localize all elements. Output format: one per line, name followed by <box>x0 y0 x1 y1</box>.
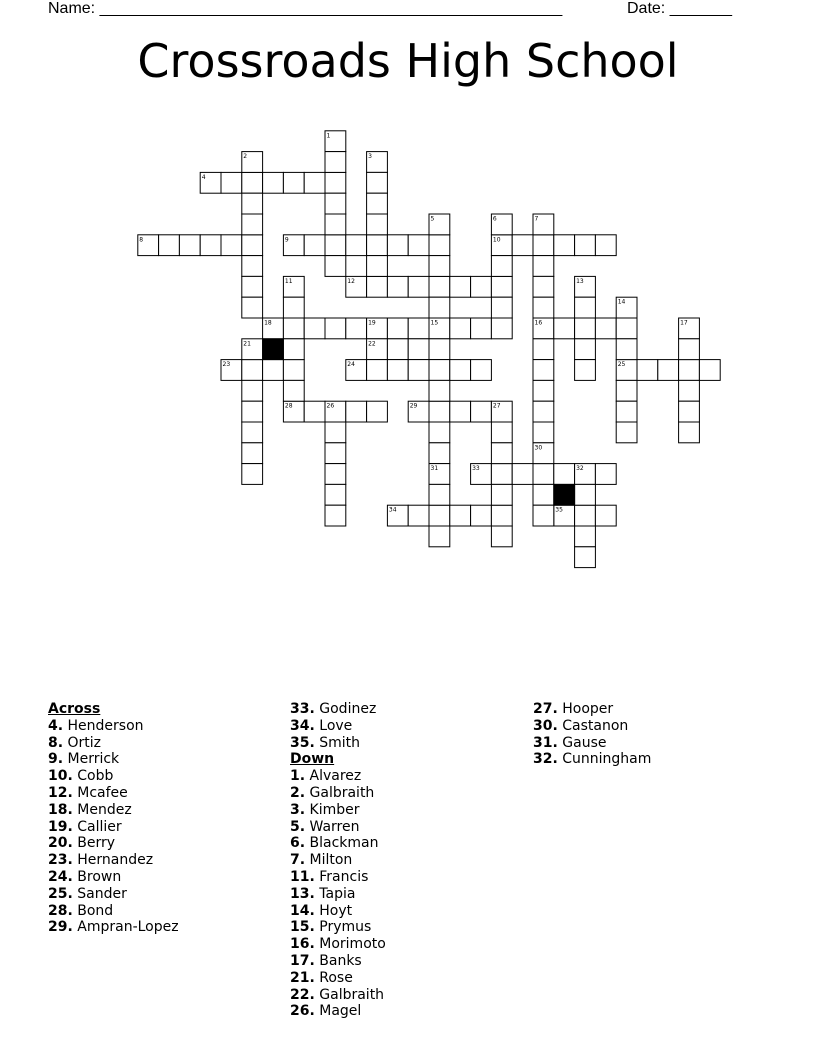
grid-cell[interactable] <box>429 297 450 318</box>
clue-number: 8 <box>139 236 144 244</box>
clue-item <box>48 903 179 920</box>
grid-cell[interactable] <box>491 318 512 339</box>
grid-cell[interactable] <box>512 464 533 485</box>
clue-item <box>48 835 179 852</box>
clue-num: 18. <box>48 801 73 818</box>
grid-cell[interactable] <box>242 276 263 297</box>
clue-number: 12 <box>347 277 355 285</box>
clue-number: 26 <box>326 402 335 410</box>
clue-num: 9. <box>48 751 64 768</box>
clue-number: 27 <box>492 402 501 410</box>
grid-cell[interactable] <box>367 401 388 422</box>
clue-text: Castanon <box>557 717 629 734</box>
clue-num: 4. <box>48 717 64 734</box>
across-heading: Across <box>48 701 101 717</box>
name-line: ____________________________________________________ <box>99 0 563 17</box>
clue-num: 21. <box>290 969 315 986</box>
clue-text: Cobb <box>72 768 114 785</box>
clue-number: 9 <box>284 236 289 244</box>
clue-number: 15 <box>430 319 439 327</box>
grid-cell[interactable] <box>533 505 554 526</box>
clue-number: 22 <box>368 340 376 348</box>
clue-item <box>290 852 386 869</box>
grid-cell[interactable] <box>325 193 346 214</box>
grid-cell[interactable] <box>595 505 616 526</box>
clue-number: 21 <box>243 340 251 348</box>
clue-number: 6 <box>492 215 497 223</box>
grid-cell[interactable] <box>512 235 533 256</box>
clue-text: Morimoto <box>314 936 386 953</box>
grid-cell[interactable] <box>346 401 367 422</box>
clue-item <box>290 735 386 752</box>
clue-text: Brown <box>72 868 122 885</box>
clue-number: 32 <box>576 465 584 473</box>
grid-cell[interactable] <box>533 360 554 381</box>
clue-item <box>533 701 651 718</box>
grid-cell[interactable] <box>450 360 471 381</box>
clue-item <box>290 802 386 819</box>
grid-cell[interactable] <box>616 339 637 360</box>
clue-item <box>290 718 386 735</box>
clue-item <box>290 903 386 920</box>
grid-cell[interactable] <box>575 526 596 547</box>
grid-cell[interactable] <box>367 193 388 214</box>
clue-number: 14 <box>617 298 626 306</box>
clue-num: 11. <box>290 868 315 885</box>
clue-text: Ampran-Lopez <box>72 919 179 936</box>
grid-cell[interactable] <box>346 318 367 339</box>
grid-cell[interactable] <box>325 464 346 485</box>
clue-text: Mcafee <box>72 784 128 801</box>
clue-text: Prymus <box>314 919 372 936</box>
clue-item <box>48 751 179 768</box>
grid-cell[interactable] <box>429 484 450 505</box>
clue-text: Merrick <box>63 751 120 768</box>
clue-item <box>290 936 386 953</box>
grid-cell[interactable] <box>408 505 429 526</box>
grid-cell[interactable] <box>221 235 242 256</box>
grid-cell[interactable] <box>491 484 512 505</box>
grid-cell[interactable] <box>387 235 408 256</box>
grid-cell[interactable] <box>429 505 450 526</box>
grid-cell[interactable] <box>304 235 325 256</box>
grid-cell[interactable] <box>325 484 346 505</box>
clue-num: 22. <box>290 986 315 1003</box>
clue-num: 16. <box>290 936 315 953</box>
grid-cell[interactable] <box>595 235 616 256</box>
clue-num: 19. <box>48 818 73 835</box>
clue-number: 10 <box>492 236 501 244</box>
clue-item <box>48 802 179 819</box>
name-label: Name: <box>48 0 96 17</box>
clue-number: 4 <box>201 173 206 181</box>
clue-item <box>290 701 386 718</box>
grid-cell[interactable] <box>387 276 408 297</box>
down-heading: Down <box>290 751 335 768</box>
grid-cell[interactable] <box>242 235 263 256</box>
clue-text: Sander <box>72 885 127 902</box>
clue-text: Berry <box>72 835 116 852</box>
clue-num: 10. <box>48 768 73 785</box>
grid-cell[interactable] <box>575 339 596 360</box>
clue-text: Smith <box>314 734 361 751</box>
clue-item <box>48 869 179 886</box>
clue-item <box>290 970 386 987</box>
grid-cell[interactable] <box>554 318 575 339</box>
grid-cell[interactable] <box>408 276 429 297</box>
clue-item <box>533 735 651 752</box>
grid-cell[interactable] <box>283 380 304 401</box>
clue-number: 7 <box>534 215 539 223</box>
clue-item <box>290 819 386 836</box>
grid-cell[interactable] <box>304 172 325 193</box>
clue-text: Hernandez <box>72 852 154 869</box>
grid-cell[interactable] <box>325 214 346 235</box>
clue-number: 11 <box>284 277 293 285</box>
grid-cell[interactable] <box>429 256 450 277</box>
grid-cell[interactable] <box>575 235 596 256</box>
clue-text: Galbraith <box>314 986 385 1003</box>
grid-cell[interactable] <box>491 526 512 547</box>
clue-item <box>290 987 386 1004</box>
grid-cell[interactable] <box>325 505 346 526</box>
clue-item <box>48 718 179 735</box>
clue-number: 25 <box>617 361 626 369</box>
clue-num: 35. <box>290 734 315 751</box>
clue-text: Gause <box>557 734 607 751</box>
grid-cell[interactable] <box>575 547 596 568</box>
date-label: Date: <box>627 0 666 17</box>
clue-num: 1. <box>290 768 306 785</box>
grid-cell[interactable] <box>408 360 429 381</box>
clue-item <box>290 835 386 852</box>
clue-item <box>48 919 179 936</box>
grid-cell[interactable] <box>491 297 512 318</box>
grid-cell[interactable] <box>533 422 554 443</box>
clue-text: Rose <box>314 969 353 986</box>
grid-cell[interactable] <box>575 505 596 526</box>
grid-cell[interactable] <box>533 276 554 297</box>
clue-num: 13. <box>290 885 315 902</box>
grid-cell[interactable] <box>325 256 346 277</box>
grid-cell[interactable] <box>283 318 304 339</box>
grid-cell[interactable] <box>679 360 700 381</box>
clue-column-1 <box>48 701 179 936</box>
grid-cell[interactable] <box>367 256 388 277</box>
clue-number: 3 <box>368 153 372 161</box>
grid-cell[interactable] <box>533 297 554 318</box>
clue-num: 17. <box>290 952 315 969</box>
clue-item <box>290 919 386 936</box>
grid-cell[interactable] <box>450 401 471 422</box>
clue-text: Magel <box>314 1003 362 1020</box>
clue-item <box>290 886 386 903</box>
clue-text: Bond <box>72 902 114 919</box>
grid-cell[interactable] <box>429 526 450 547</box>
clue-num: 30. <box>533 717 558 734</box>
grid-cell[interactable] <box>283 360 304 381</box>
grid-cell[interactable] <box>408 235 429 256</box>
clue-text: Francis <box>314 868 369 885</box>
grid-cell[interactable] <box>575 297 596 318</box>
grid-cell[interactable] <box>325 172 346 193</box>
clue-item <box>290 953 386 970</box>
grid-cell[interactable] <box>658 360 679 381</box>
clue-text: Godinez <box>314 701 377 717</box>
grid-cell[interactable] <box>491 505 512 526</box>
grid-cell[interactable] <box>325 443 346 464</box>
grid-cell[interactable] <box>491 443 512 464</box>
clue-number: 31 <box>430 465 439 473</box>
grid-cell[interactable] <box>429 339 450 360</box>
grid-cell[interactable] <box>533 235 554 256</box>
clue-number: 19 <box>368 319 376 327</box>
grid-cell[interactable] <box>533 464 554 485</box>
grid-cell[interactable] <box>242 443 263 464</box>
grid-cell[interactable] <box>450 318 471 339</box>
clue-number: 34 <box>388 506 397 514</box>
grid-cell[interactable] <box>575 484 596 505</box>
clue-text: Henderson <box>63 717 144 734</box>
grid-cell[interactable] <box>491 464 512 485</box>
clue-number: 1 <box>326 132 331 140</box>
clue-text: Kimber <box>305 801 360 818</box>
grid-cell[interactable] <box>491 422 512 443</box>
grid-cell[interactable] <box>471 318 492 339</box>
grid-cell[interactable] <box>242 360 263 381</box>
clue-num: 14. <box>290 902 315 919</box>
clue-num: 8. <box>48 734 64 751</box>
date-line: _______ <box>669 0 732 17</box>
clue-number: 16 <box>534 319 543 327</box>
clue-text: Cunningham <box>557 751 652 768</box>
grid-cell[interactable] <box>533 256 554 277</box>
clue-num: 6. <box>290 835 306 852</box>
clue-num: 12. <box>48 784 73 801</box>
grid-block <box>263 339 284 360</box>
grid-cell[interactable] <box>367 276 388 297</box>
clue-item <box>48 819 179 836</box>
grid-cell[interactable] <box>450 505 471 526</box>
grid-cell[interactable] <box>325 422 346 443</box>
clue-text: Warren <box>305 818 360 835</box>
grid-cell[interactable] <box>408 339 429 360</box>
clue-num: 2. <box>290 784 306 801</box>
clue-num: 29. <box>48 919 73 936</box>
clue-item <box>290 785 386 802</box>
clue-item <box>533 751 651 768</box>
grid-cell[interactable] <box>200 235 221 256</box>
clue-num: 20. <box>48 835 73 852</box>
grid-cell[interactable] <box>242 214 263 235</box>
grid-cell[interactable] <box>242 297 263 318</box>
clue-text: Tapia <box>314 885 356 902</box>
clue-text: Milton <box>305 852 353 869</box>
grid-cell[interactable] <box>304 318 325 339</box>
clue-number: 29 <box>409 402 418 410</box>
clue-item <box>533 718 651 735</box>
grid-cell[interactable] <box>429 276 450 297</box>
clue-num: 26. <box>290 1003 315 1020</box>
clue-item <box>48 785 179 802</box>
grid-cell[interactable] <box>429 422 450 443</box>
grid-cell[interactable] <box>387 339 408 360</box>
grid-cell[interactable] <box>179 235 200 256</box>
grid-cell[interactable] <box>283 172 304 193</box>
grid-cell[interactable] <box>242 464 263 485</box>
clue-num: 32. <box>533 751 558 768</box>
grid-cell[interactable] <box>491 276 512 297</box>
grid-cell[interactable] <box>450 276 471 297</box>
grid-cell[interactable] <box>242 193 263 214</box>
grid-cell[interactable] <box>533 484 554 505</box>
grid-cell[interactable] <box>367 235 388 256</box>
clue-text: Ortiz <box>63 734 102 751</box>
grid-cell[interactable] <box>679 422 700 443</box>
grid-cell[interactable] <box>595 318 616 339</box>
clue-num: 24. <box>48 868 73 885</box>
grid-cell[interactable] <box>533 339 554 360</box>
grid-cell[interactable] <box>575 318 596 339</box>
grid-cell[interactable] <box>429 235 450 256</box>
grid-cell[interactable] <box>491 256 512 277</box>
grid-cell[interactable] <box>367 360 388 381</box>
grid-cell[interactable] <box>242 422 263 443</box>
grid-cell[interactable] <box>263 172 284 193</box>
clue-column-3 <box>533 701 651 768</box>
grid-cell[interactable] <box>387 318 408 339</box>
clue-number: 28 <box>284 402 293 410</box>
grid-cell[interactable] <box>471 276 492 297</box>
clue-item <box>290 1003 386 1020</box>
clue-text: Hooper <box>557 701 614 717</box>
grid-cell[interactable] <box>408 318 429 339</box>
clue-num: 33. <box>290 701 315 717</box>
clue-number: 17 <box>680 319 688 327</box>
clue-text: Love <box>314 717 353 734</box>
clue-num: 23. <box>48 852 73 869</box>
clue-item <box>48 852 179 869</box>
grid-cell[interactable] <box>367 172 388 193</box>
clue-number: 18 <box>264 319 272 327</box>
grid-cell[interactable] <box>616 318 637 339</box>
grid-cell[interactable] <box>533 380 554 401</box>
grid-cell[interactable] <box>429 401 450 422</box>
clue-num: 3. <box>290 801 306 818</box>
grid-cell[interactable] <box>387 360 408 381</box>
clue-number: 5 <box>430 215 435 223</box>
clue-num: 5. <box>290 818 306 835</box>
clue-item <box>48 886 179 903</box>
clue-number: 13 <box>576 277 584 285</box>
clue-item <box>48 768 179 785</box>
grid-cell[interactable] <box>616 422 637 443</box>
clue-text: Banks <box>314 952 362 969</box>
grid-cell[interactable] <box>283 339 304 360</box>
grid-cell[interactable] <box>283 297 304 318</box>
page-title: Crossroads High School <box>137 34 679 88</box>
clue-num: 25. <box>48 885 73 902</box>
clue-number: 30 <box>534 444 543 452</box>
grid-cell[interactable] <box>242 256 263 277</box>
clue-number: 24 <box>347 361 355 369</box>
grid-cell[interactable] <box>616 380 637 401</box>
clue-number: 35 <box>555 506 563 514</box>
grid-cell[interactable] <box>242 380 263 401</box>
grid-cell[interactable] <box>429 360 450 381</box>
grid-cell[interactable] <box>575 360 596 381</box>
grid-cell[interactable] <box>679 401 700 422</box>
grid-cell[interactable] <box>325 152 346 173</box>
clue-number: 33 <box>472 465 480 473</box>
clue-text: Blackman <box>305 835 379 852</box>
clue-num: 15. <box>290 919 315 936</box>
grid-cell[interactable] <box>679 339 700 360</box>
grid-cell[interactable] <box>595 464 616 485</box>
clue-num: 7. <box>290 852 306 869</box>
grid-cell[interactable] <box>616 401 637 422</box>
grid-block <box>554 484 575 505</box>
grid-cell[interactable] <box>242 401 263 422</box>
clue-item <box>290 869 386 886</box>
grid-cell[interactable] <box>325 318 346 339</box>
grid-cell[interactable] <box>554 464 575 485</box>
grid-cell[interactable] <box>471 401 492 422</box>
grid-cell[interactable] <box>699 360 720 381</box>
clue-text: Galbraith <box>305 784 375 801</box>
grid-cell[interactable] <box>637 360 658 381</box>
grid-cell[interactable] <box>429 443 450 464</box>
clue-num: 27. <box>533 701 558 717</box>
grid-cell[interactable] <box>554 235 575 256</box>
grid-cell[interactable] <box>533 401 554 422</box>
clue-text: Hoyt <box>314 902 353 919</box>
clue-text: Callier <box>72 818 122 835</box>
grid-cell[interactable] <box>429 380 450 401</box>
grid-cell[interactable] <box>159 235 180 256</box>
grid-cell[interactable] <box>304 401 325 422</box>
grid-cell[interactable] <box>367 214 388 235</box>
grid-cell[interactable] <box>471 505 492 526</box>
clue-num: 28. <box>48 902 73 919</box>
clue-text: Alvarez <box>305 768 362 785</box>
clue-num: 34. <box>290 717 315 734</box>
grid-cell[interactable] <box>221 172 242 193</box>
clue-number: 2 <box>243 153 248 161</box>
clue-text: Mendez <box>72 801 132 818</box>
grid-cell[interactable] <box>263 360 284 381</box>
clue-num: 31. <box>533 734 558 751</box>
grid-cell[interactable] <box>325 235 346 256</box>
grid-cell[interactable] <box>679 380 700 401</box>
clue-column-2 <box>290 701 386 1020</box>
clue-item <box>48 735 179 752</box>
grid-cell[interactable] <box>346 235 367 256</box>
grid-cell[interactable] <box>242 172 263 193</box>
grid-cell[interactable] <box>471 360 492 381</box>
clue-number: 23 <box>222 361 231 369</box>
clue-item <box>290 768 386 785</box>
